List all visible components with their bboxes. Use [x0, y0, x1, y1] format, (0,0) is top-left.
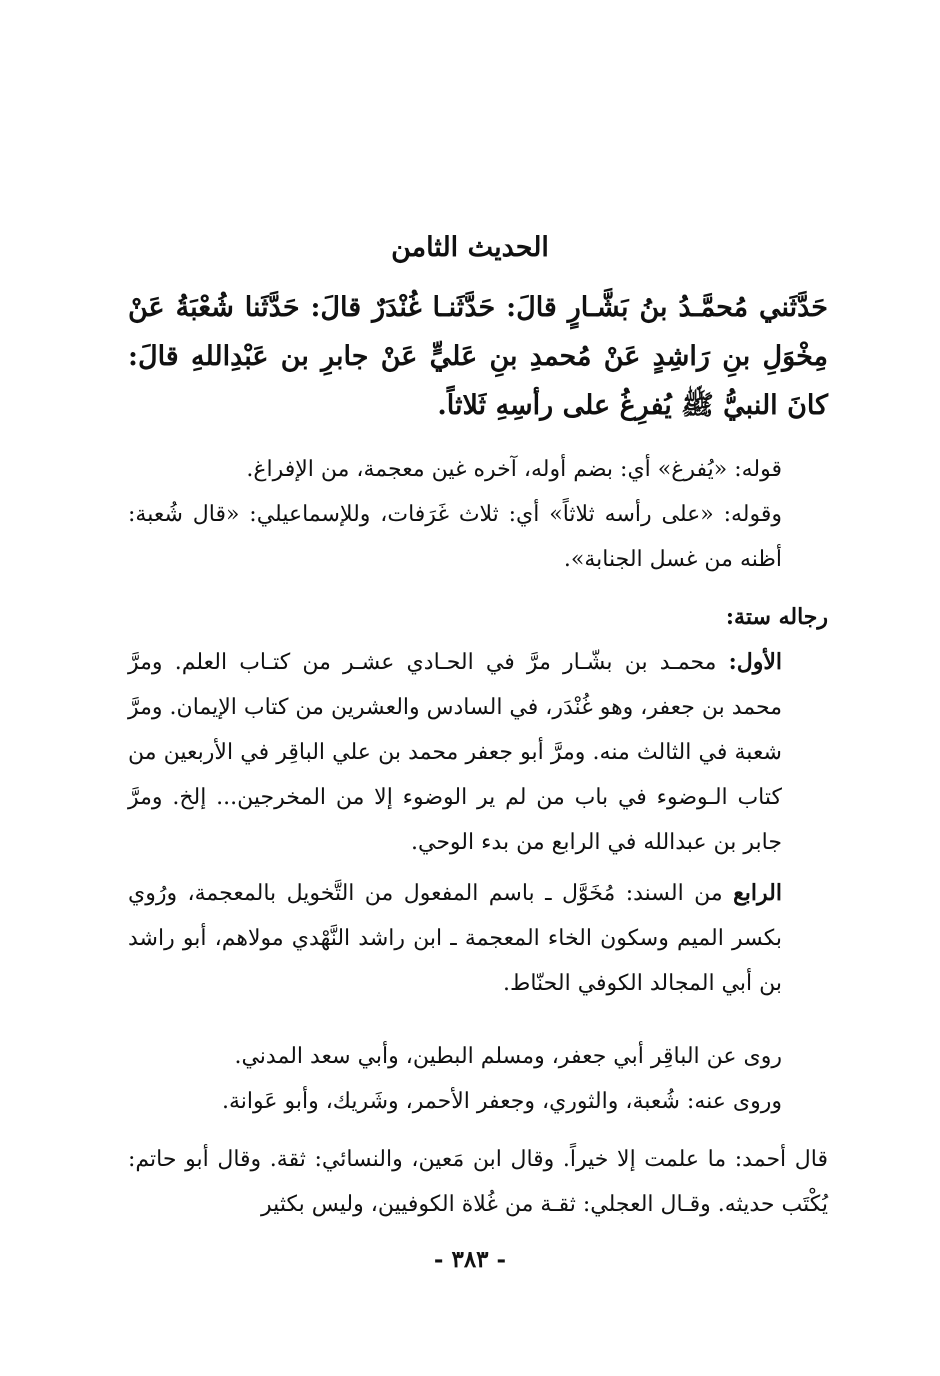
narration-list	[128, 1034, 828, 1124]
evaluation-text: قال أحمد: ما علمت إلا خيراً. وقال ابن مَعين، والنسائي: ثقة. وقال أبو حاتم: يُكْتَب حديثه. وقـال العجلي: ثقـة من غُلاة الكوفيين، وليس بكثير	[128, 1147, 828, 1217]
paragraph-body: من السند: مُخَوَّل ـ باسم المفعول من التَّخويل بالمعجمة، ورُوي بكسر الميم وسكون الخاء المعجمة ـ ابن راشد النَّهْدي مولاهم، أبو راشد بن أبي المجالد الكوفي الحنّاط.	[128, 881, 782, 996]
evaluation-paragraph	[128, 1137, 828, 1227]
note-paragraph: قوله: «يُفرغ» أي: بضم أوله، آخره غين معجمة، من الإفراغ.	[246, 457, 782, 482]
note-paragraph: وقوله: «على رأسه ثلاثاً» أي: ثلاث غَرَفات، وللإسماعيلي: «قال شُعبة: أظنه من غسل الجنابة».	[128, 502, 782, 572]
hadith-text: حَدَّثَني مُحمَّـدُ بنُ بَشَّـارٍ قالَ: حَدَّثَنـا غُنْدَرٌ قالَ: حَدَّثَنا شُعْبَةُ عَنْ مِخْوَلِ بنِ رَاشِدٍ عَنْ مُحمدِ بنِ عَليٍّ عَنْ جابرِ بن عَبْدِاللهِ قالَ: كانَ النبيُّ ﷺ يُفرِغُ على رأسِهِ ثَلاثاً.	[128, 292, 828, 421]
paragraph-lead: الرابع	[733, 880, 782, 906]
page-number: - ٣٨٣ -	[433, 1246, 507, 1273]
paragraph-body: محمـد بن بشّـار مرَّ في الحـادي عشـر من كتـاب العلم. ومرَّ محمد بن جعفر، وهو غُنْدَر، في السادس والعشرين من كتاب الإيمان. ومرَّ شعبة في الثالث منه. ومرَّ أبو جعفر محمد بن علي الباقِر في الأربعين من كتاب الـوضوء في باب من لم ير الوضوء إلا من المخرجين... إلخ. ومرَّ جابر بن عبدالله في الرابع من بدء الوحي.	[128, 650, 782, 855]
first-narrator-paragraph	[128, 640, 828, 865]
chapter-title: الحديث الثامن	[391, 232, 549, 263]
fourth-narrator-paragraph	[128, 871, 828, 1006]
narration-line: روى عن الباقِر أبي جعفر، ومسلم البطين، وأبي سعد المدني.	[234, 1044, 782, 1069]
paragraph-lead: الأول:	[728, 649, 782, 675]
commentary-notes	[128, 447, 828, 582]
narrators-heading: رجاله ستة:	[725, 604, 828, 630]
narration-line: وروى عنه: شُعبة، والثوري، وجعفر الأحمر، وشَريك، وأبو عَوانة.	[221, 1089, 782, 1114]
